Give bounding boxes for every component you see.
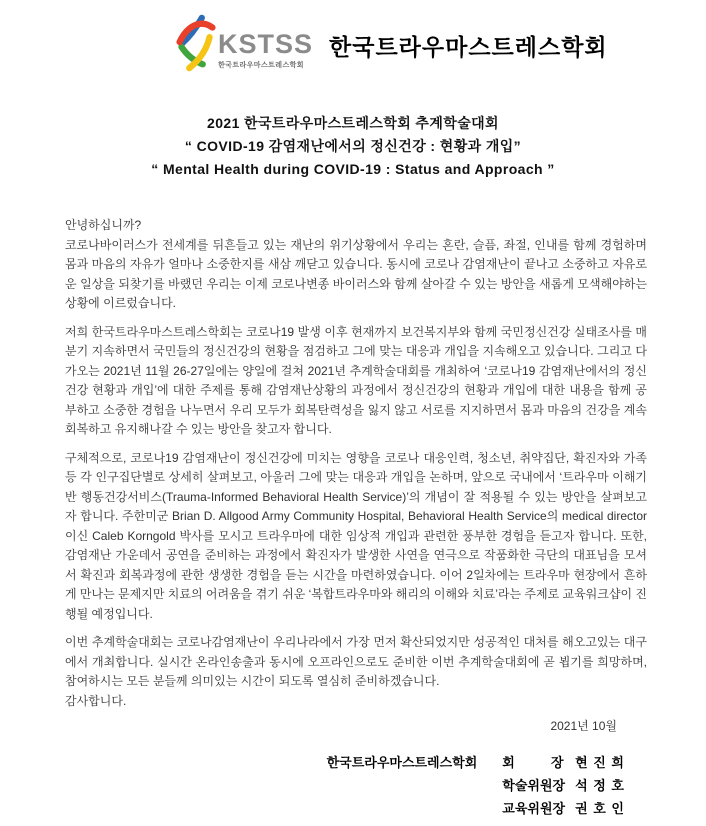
letter-body: [65, 216, 647, 737]
logo-caption: 한국트라우마스트레스학회: [218, 62, 304, 69]
kstss-logo-mark-icon: [176, 14, 216, 72]
signature-grid: [327, 751, 625, 820]
signature-block: [0, 751, 625, 820]
letterhead: [176, 14, 706, 72]
logo-acronym: KSTSS: [218, 29, 314, 59]
signature-title-education-chair: 교육위원장: [502, 800, 566, 816]
paragraph-1: 코로나바이러스가 전세계를 뒤흔들고 있는 재난의 위기상황에서 우리는 혼란, 슬픔, 좌절, 인내를 함께 경험하며 몸과 마음의 자유가 얼마나 소중한지를 새삼 깨닫고 있습니다. 동시에 코로나 감염재난이 끝나고 소중하고 자유로운 일상을 되찾기를 바랬던 우리는 이제 코로나변종 바이러스와 함께 살아갈 수 있는 방안을 새롭게 모색해야하는 상황에 이르렀습니다.: [65, 237, 647, 310]
signature-org-spacer-1: [327, 774, 478, 797]
signature-name-academic-chair: 석 정 호: [575, 777, 625, 793]
org-title: 한국트라우마스트레스학회: [329, 34, 608, 60]
paragraph-3: 구체적으로, 코로나19 감염재난이 정신건강에 미치는 영향을 코로나 대응인력, 청소년, 취약집단, 확진자와 가족 등 각 인구집단별로 상세히 살펴보고, 아울러 그에 맞는 대응과 개입을 논하며, 앞으로 국내에서 ‘트라우마 이해기반 행동건강서비스(Trauma-Informed Behavioral Health Service)’의 개념이 잘 적용될 수 있는 방안을 살펴보고자 합니다. 주한미군 Brian D. Allgood Army Community Hospital, Behavioral Health Service의 medical director이신 Caleb Korngold 박사를 모시고 트라우마에 대한 임상적 개입과 관련한 풍부한 경험을 듣고자 합니다. 또한, 감염재난 가운데서 공연을 준비하는 과정에서 확진자가 발생한 사연을 연극으로 작품화한 극단의 대표님을 모셔서 확진과 회복과정에 관한 생생한 경험을 듣는 시간을 마련하였습니다. 이어 2일차에는 트라우마 현장에서 흔하게 만나는 문제지만 치료의 어려움을 겪기 쉬운 ‘복합트라우마와 해리의 이해와 치료’라는 주제로 교육워크샵이 진행될 예정입니다.: [65, 450, 647, 621]
signature-org: 한국트라우마스트레스학회: [326, 754, 478, 770]
signature-title-president: 회 장: [502, 754, 564, 770]
logo-text-column: [218, 30, 313, 70]
closing-line: 감사합니다.: [65, 693, 127, 708]
signature-org-spacer-2: [327, 797, 478, 820]
conference-title-line2: “ COVID-19 감염재난에서의 정신건강 : 현황과 개입”: [184, 138, 522, 154]
paragraph-4: 이번 추계학술대회는 코로나감염재난이 우리나라에서 가장 먼저 확산되었지만 성공적인 대처를 해오고있는 대구에서 개최합니다. 실시간 온라인송출과 동시에 오프라인으로도 준비한 이번 추계학술대회에 곧 뵙기를 희망하며, 참여하시는 모든 분들께 의미있는 시간이 되도록 열심히 준비하겠습니다.: [65, 635, 647, 688]
signature-title-academic-chair: 학술위원장: [502, 777, 566, 793]
greeting-line: 안녕하십니까?: [65, 218, 142, 232]
paragraph-2: 저희 한국트라우마스트레스학회는 코로나19 발생 이후 현재까지 보건복지부와 함께 국민정신건강 실태조사를 매 분기 지속하면서 국민들의 정신건강의 현황을 점검하고 그에 맞는 대응과 개입을 지속해오고 있습니다. 그리고 다가오는 2021년 11월 26-27일에는 양일에 걸쳐 2021년 추계학술대회를 개최하여 ‘코로나19 감염재난에서의 정신건강 현황과 개입’에 대한 주제를 통해 감염재난상황의 과정에서 정신건강의 현황과 개입에 대한 내용을 함께 공부하고 소중한 경험을 나누면서 우리 모두가 회복탄력성을 잃지 않고 서로를 지지하면서 몸과 마음의 건강을 계속 회복하고 유지해나갈 수 있는 방안을 찾고자 합니다.: [65, 324, 647, 436]
conference-title-block: [0, 112, 706, 181]
signature-name-president: 현 진 희: [575, 754, 625, 770]
conference-title-line3: “ Mental Health during COVID-19 : Status and Approach ”: [151, 161, 555, 177]
date-line: 2021년 10월: [550, 719, 617, 733]
signature-name-education-chair: 권 호 인: [575, 800, 625, 816]
conference-title-line1: 2021 한국트라우마스트레스학회 추계학술대회: [207, 115, 499, 131]
